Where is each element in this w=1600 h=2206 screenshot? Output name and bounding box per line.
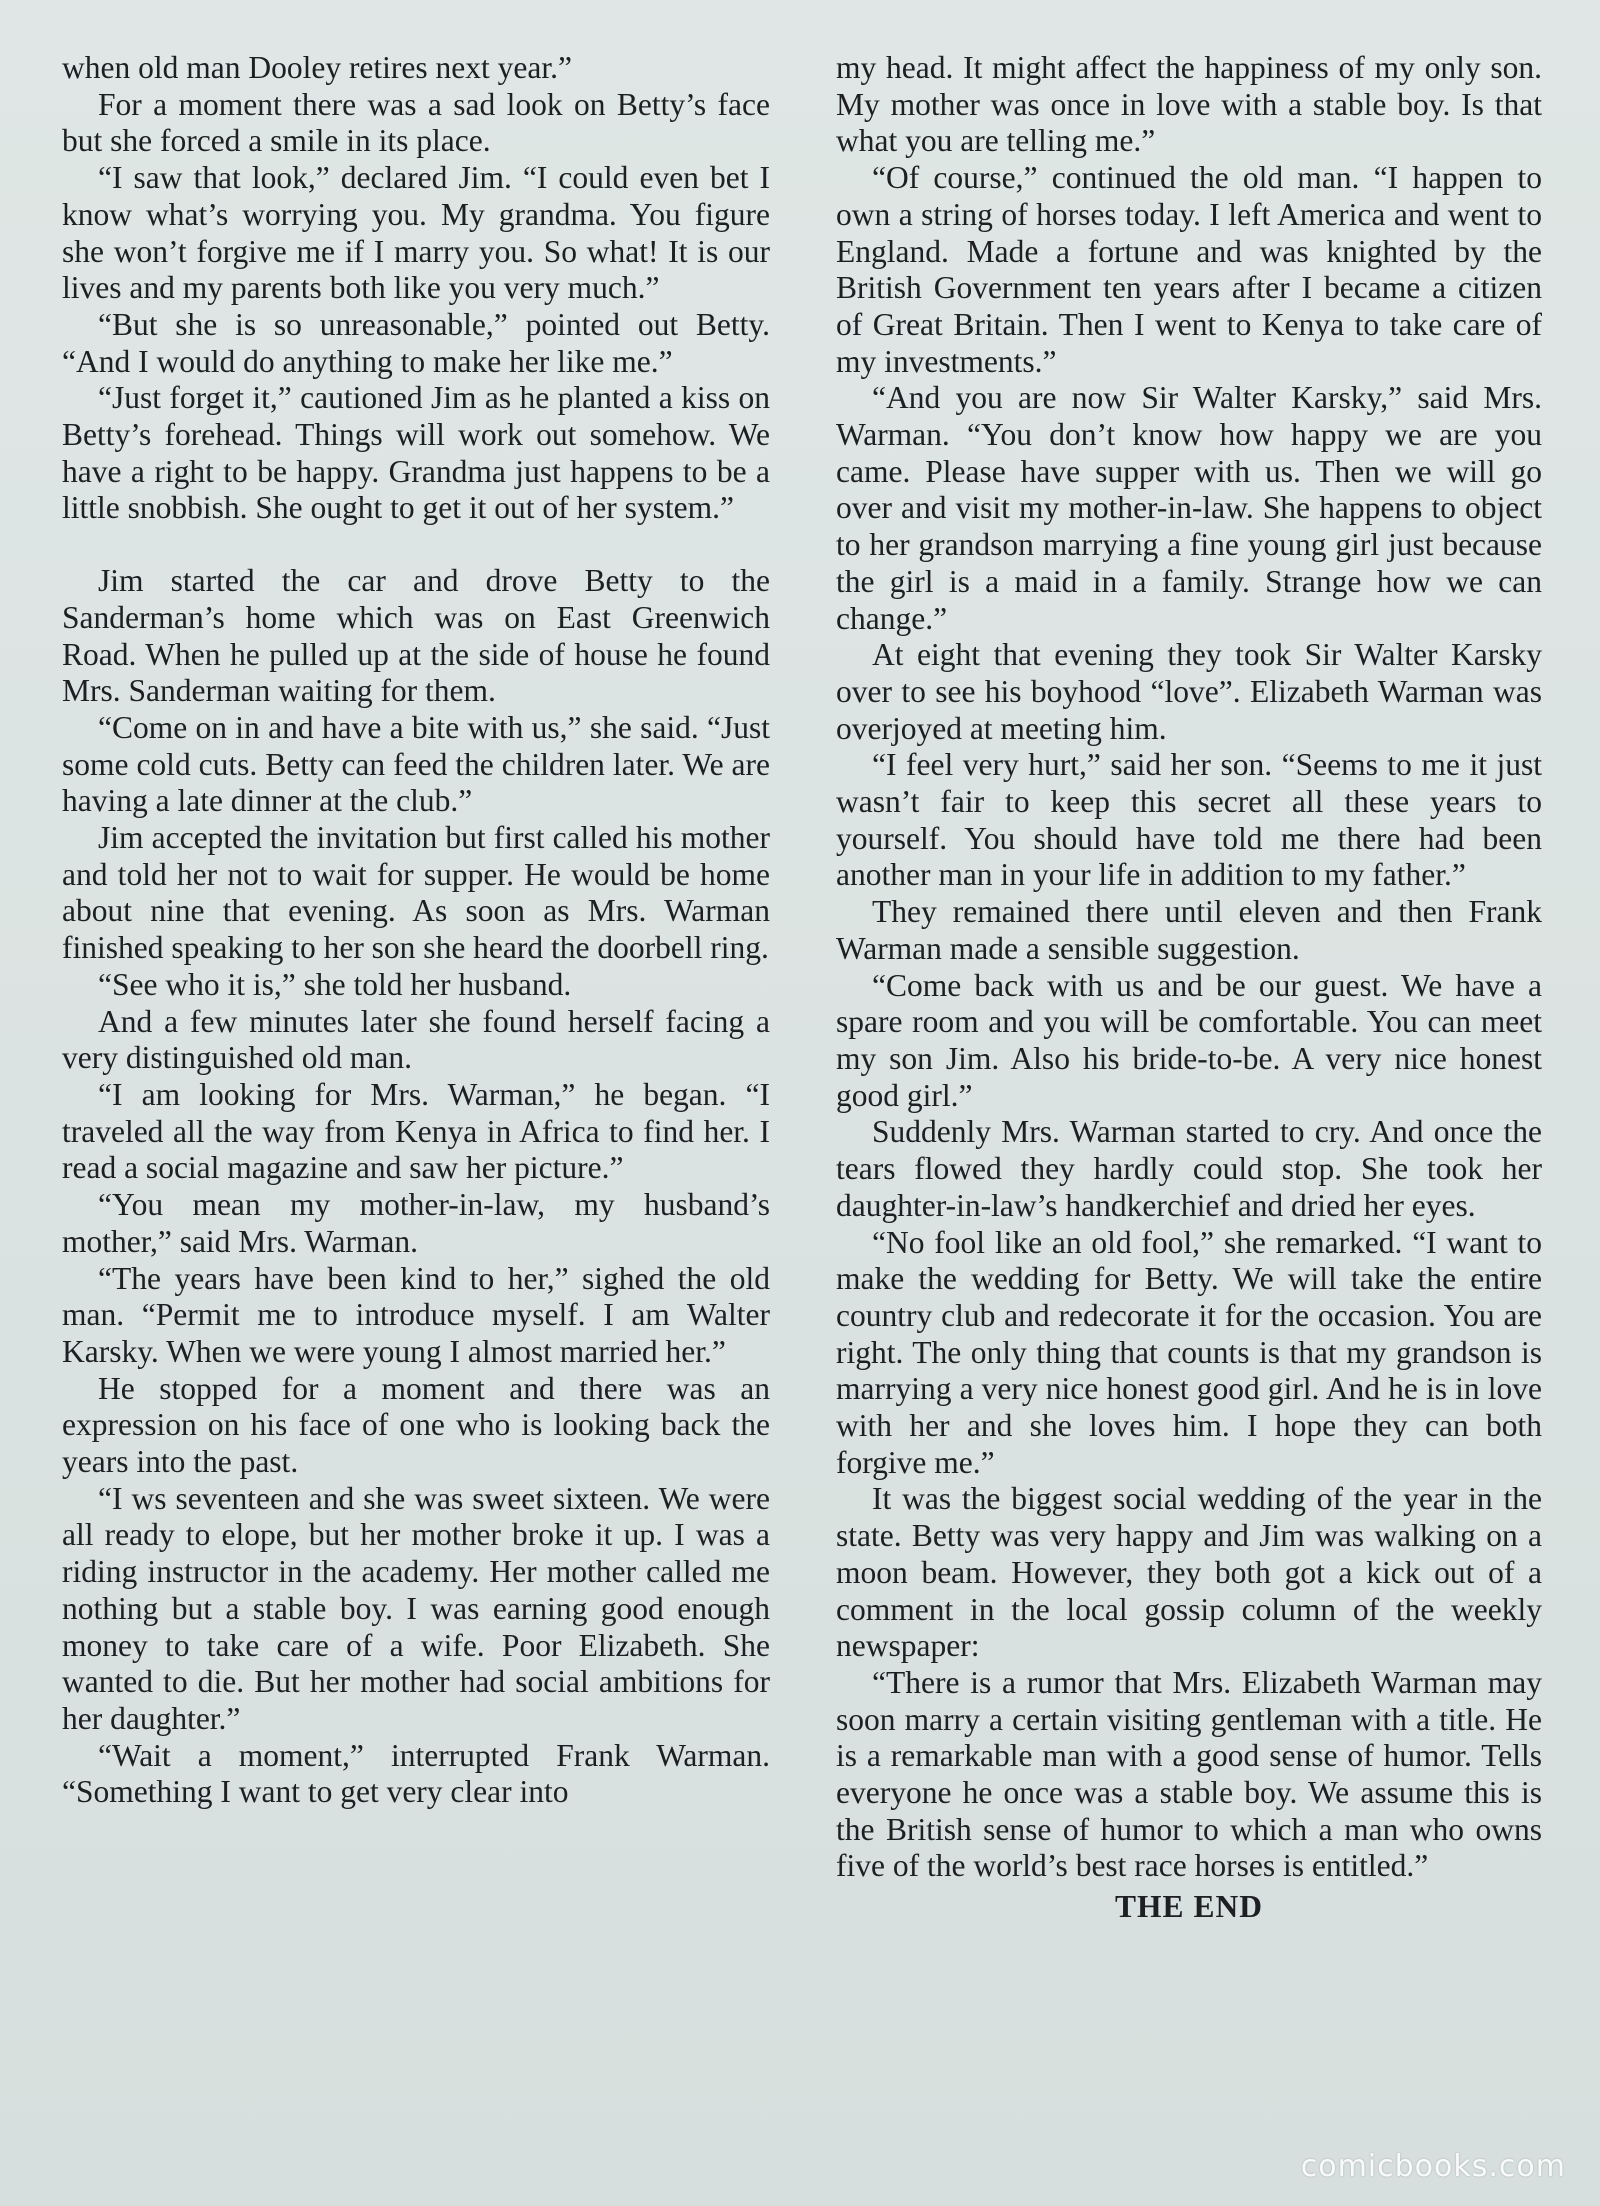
paragraph: “Wait a moment,” interrupted Frank Warman. “Something I want to get very clear into xyxy=(62,1737,770,1810)
paragraph: “I am looking for Mrs. Warman,” he began. “I traveled all the way from Kenya in Africa to find her. I read a social magazine and saw her picture.” xyxy=(62,1076,770,1186)
paragraph: “You mean my mother-in-law, my husband’s mother,” said Mrs. Warman. xyxy=(62,1187,770,1259)
paragraph: “See who it is,” she told her husband. xyxy=(98,966,572,1002)
paragraph: my head. It might affect the happiness of my only son. My mother was once in love with a stable boy. Is that what you are telling me.” xyxy=(836,50,1542,159)
paragraph: “No fool like an old fool,” she remarked. “I want to make the wedding for Betty. We will take the entire country club and redecorate it for the occasion. You are right. The only thing that counts is that my grandson is marrying a very nice honest good girl. And he is in love with her and she loves him. I hope they can both forgive me.” xyxy=(836,1224,1542,1480)
paragraph: And a few minutes later she found herself facing a very distinguished old man. xyxy=(62,1003,770,1076)
paragraph: For a moment there was a sad look on Betty’s face but she forced a smile in its place. xyxy=(62,86,770,159)
paragraph: when old man Dooley retires next year.” xyxy=(62,50,572,85)
paragraph: He stopped for a moment and there was an expression on his face of one who is looking back the years into the past. xyxy=(62,1370,770,1480)
paragraph: It was the biggest social wedding of the year in the state. Betty was very happy and Jim was walking on a moon beam. However, they both got a kick out of a comment in the local gossip column of the weekly newspaper: xyxy=(836,1481,1542,1664)
paragraph: Jim accepted the invitation but first called his mother and told her not to wait for supper. He would be home about nine that evening. As soon as Mrs. Warman finished speaking to her son she heard the doorbell ring. xyxy=(62,820,770,966)
paragraph: They remained there until eleven and then Frank Warman made a sensible suggestion. xyxy=(836,894,1542,966)
paragraph: Suddenly Mrs. Warman started to cry. And once the tears flowed they hardly could stop. She took her daughter-in-law’s handkerchief and dried her eyes. xyxy=(836,1114,1542,1223)
paragraph: “Of course,” continued the old man. “I happen to own a string of horses today. I left America and went to England. Made a fortune and was knighted by the British Government ten years after I became a citizen of Great Britain. Then I went to Kenya to take care of my investments.” xyxy=(836,160,1542,379)
paragraph: “The years have been kind to her,” sighed the old man. “Permit me to introduce myself. I am Walter Karsky. When we were young I almost married her.” xyxy=(62,1260,770,1369)
paragraph: “I feel very hurt,” said her son. “Seems to me it just wasn’t fair to keep this secret all these years to yourself. You should have told me there had been another man in your life in addition to my father.” xyxy=(836,747,1542,893)
paragraph: “I saw that look,” declared Jim. “I could even bet I know what’s worrying you. My grandma. You figure she won’t forgive me if I marry you. So what! It is our lives and my parents both like you very much.” xyxy=(62,160,770,306)
paragraph: “There is a rumor that Mrs. Elizabeth Warman may soon marry a certain visiting gentleman with a title. He is a remarkable man with a good sense of humor. Tells everyone he once was a stable boy. We assume this is the British sense of humor to which a man who owns five of the world’s best race horses is entitled.” xyxy=(836,1664,1542,1884)
watermark: comicbooks.com xyxy=(1300,2149,1566,2184)
paragraph: Jim started the car and drove Betty to the Sanderman’s home which was on East Greenwich Road. When he pulled up at the side of house he found Mrs. Sanderman waiting for them. xyxy=(62,563,770,709)
paragraph: “Come on in and have a bite with us,” she said. “Just some cold cuts. Betty can feed the children later. We are having a late dinner at the club.” xyxy=(62,709,770,819)
paragraph: “And you are now Sir Walter Karsky,” said Mrs. Warman. “You don’t know how happy we are you came. Please have supper with us. Then we will go over and visit my mother-in-law. She happens to object to her grandson marrying a fine young girl just because the girl is a maid in a family. Strange how we can change.” xyxy=(836,380,1542,636)
paragraph: “I ws seventeen and she was sweet sixteen. We were all ready to elope, but her mother broke it up. I was a riding instructor in the academy. Her mother called me nothing but a stable boy. I was earning good enough money to take care of a wife. Poor Elizabeth. She wanted to die. But her mother had social ambitions for her daughter.” xyxy=(62,1480,770,1736)
paragraph: At eight that evening they took Sir Walter Karsky over to see his boyhood “love”. Elizabeth Warman was overjoyed at meeting him. xyxy=(836,637,1542,746)
paragraph: “Just forget it,” cautioned Jim as he planted a kiss on Betty’s forehead. Things will work out somehow. We have a right to be happy. Grandma just happens to be a little snobbish. She ought to get it out of her system.” xyxy=(62,380,770,526)
paragraph: “Come back with us and be our guest. We have a spare room and you will be comfortable. You can meet my son Jim. Also his bride-to-be. A very nice honest good girl.” xyxy=(836,967,1542,1113)
paragraph: “But she is so unreasonable,” pointed out Betty. “And I would do anything to make her like me.” xyxy=(62,306,770,379)
the-end-label: THE END xyxy=(1115,1889,1263,1925)
left-text-column xyxy=(62,50,770,1811)
right-text-column xyxy=(836,50,1542,1926)
